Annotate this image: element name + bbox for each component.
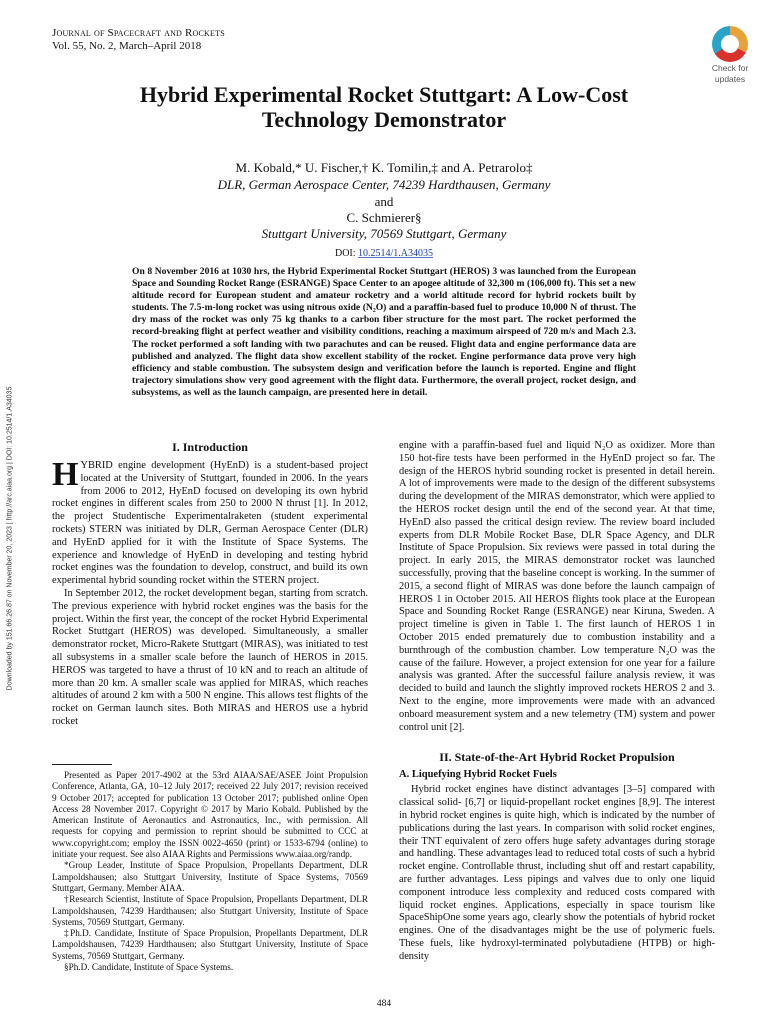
paper-title [90,82,678,132]
doi-line [90,246,678,262]
badge-line1: Check for [711,63,749,73]
intro-paragraph-2: In September 2012, the rocket development began, starting from scratch. The previous experience with hybrid rocket engines was the basis for the project. Within the first year, the concept of the rocket Hybrid Experimental Rocket Stuttgart (HEROS) was developed. Simultaneously, a smaller demonstrator rocket, Micro-Rakete Stuttgart (MIRAS), was initiated to test all subsystems in a smaller scale before the launch of HEROS in 2015. HEROS was targeted to have a thrust of 10 kN and to reach an altitude of more than 20 km. A smaller scale was applied for MIRAS, which reaches altitudes of around 2 km with a 500 N engine. This allows test flights of the rocket on German launch sites. Both MIRAS and HEROS use a hybrid rocket [52,587,368,727]
intro-paragraph-1: YBRID engine development (HyEnD) is a student-based project located at the University of Stuttgart, founded in 2006. In the years from 2006 to 2012, HyEnD focused on developing its own hybrid rocket engines in different scales from 250 to 2000 N thrust [1]. In 2012, the project Studentische Experimentalraketen (student experimental rockets) STERN was initiated by DLR, German Aerospace Center (DLR) and HyEnD applied for it with the Institute of Space Systems. The experience and knowledge of HyEnD in developing and testing hybrid rocket engines was the foundation to develop, construct, and build its own experimental hybrid sounding rocket within the STERN project. [52,460,368,587]
footnote-fischer: †Research Scientist, Institute of Space Propulsion, Propellants Department, DLR Lampoldshausen, 74239 Hardthausen; also Stuttgart University, Institute of Space Systems, 70569 Stuttgart, Germany. [52,894,368,927]
right-paragraph-2: Hybrid rocket engines have distinct advantages [3–5] compared with classical solid- [6,7] or liquid-propellant rocket engines [8,9]. The interest in hybrid rocket engines is quite high, which is indicated by the number of publications during the last years. In comparison with solid rocket engines, their TNT equivalent of zero offers huge safety advantages during storage and handling. These advantages lead to reduced total costs of such a hybrid rocket engine. Controllable thrust, including shut off and restart capability, are further advantages. Less pipings and valves due to only one liquid component introduce less complexity and reduced costs compared with liquid rocket engines. Applications, especially in space tourism like SpaceShipOne some years ago, clearly show the potentials of hybrid rocket engines. One of the disadvantages might be the use of polymeric fuels. These fuels, like hydroxyl-terminated polybutadiene (HTPB) or high-density [399,784,715,962]
subsection-heading-liquefying-fuels: A. Liquefying Hybrid Rocket Fuels [399,769,557,781]
affiliation-stuttgart [90,226,678,242]
section-heading-state-of-the-art: II. State-of-the-Art Hybrid Rocket Propulsion [439,750,675,765]
and-text: and [374,194,394,209]
footnote-schmierer: §Ph.D. Candidate, Institute of Space Systems. [64,962,234,973]
title-line-1: Hybrid Experimental Rocket Stuttgart: A Low-Cost [139,82,629,107]
journal-header [52,27,225,53]
abstract: On 8 November 2016 at 1030 hrs, the Hybrid Experimental Rocket Stuttgart (HEROS) 3 was launched from the European Space and Sounding Rocket Range (ESRANGE) Space Center to an apogee altitude of 32,300 m (106,000 ft). This set a new altitude record for European student and amateur rocketry and a world altitude record for hybrid rockets built by students. The 7.5-m-long rocket was using nitrous oxide (N₂O) and a paraffin-based fuel to produce 10,000 N of thrust. The dry mass of the rocket was only 75 kg thanks to a carbon fiber structure for the most part. The rocket performed the record-breaking flight at perfect weather and visibility conditions, reaching a maximum airspeed of 720 m/s and Mach 2.3. The rocket performed a soft landing with two parachutes and can be reused. Flight data and engine performance data are published and analyzed. The flight data show excellent stability of the rocket. Engine performance data prove very high efficiency and stable combustion. The subsystem design and verification before the launch is reported. Engine and flight trajectory simulations show very good agreement with the flight data. Furthermore, the overall project, rocket design, and subsystems, as well as the launch campaign, are presented here in detail. [132,266,636,398]
author-schmierer: C. Schmierer§ [346,210,422,225]
title-line-2: Technology Demonstrator [261,107,507,132]
affiliation-dlr [90,177,678,193]
footnote-publication: Presented as Paper 2017-4902 at the 53rd AIAA/SAE/ASEE Joint Propulsion Conference, Atlanta, GA, 10–12 July 2017; received 22 July 2017; revision received 9 October 2017; accepted for publication 13 October 2017; published online Open Access 28 November 2017. Copyright © 2017 by Mario Kobald. Published by the American Institute of Aeronautics and Astronautics, Inc., with permission. All requests for copying and permission to reprint should be submitted to CCC at www.copyright.com; employ the ISSN 0022-4650 (print) or 1533-6794 (online) to initiate your request. See also AIAA Rights and Permissions www.aiaa.org/randp. [52,770,368,860]
download-notice: Downloaded by 151.66.26.87 on November 20, 2023 | http://arc.aiaa.org | DOI: 10.2514/1.A34035 [6,386,14,691]
right-column [399,440,715,963]
doi-link[interactable]: 10.2514/1.A34035 [358,248,434,259]
section-heading-introduction: I. Introduction [172,440,248,454]
page-number: 484 [376,999,392,1009]
footnote-tomilin: ‡Ph.D. Candidate, Institute of Space Propulsion, Propellants Department, DLR Lampoldshausen, 74239 Hardthausen; also Stuttgart University, Institute of Space Systems, 70569 Stuttgart, Germany. [52,928,368,961]
affiliation-dlr-text: DLR, German Aerospace Center, 74239 Hardthausen, Germany [217,177,551,192]
drop-cap: H [52,456,79,493]
footnote-kobald: *Group Leader, Institute of Space Propulsion, Propellants Department, DLR Lampoldshausen; also Stuttgart University, Institute of Space Systems, 70569 Stuttgart, Germany. Member AIAA. [52,860,368,893]
check-for-updates-badge[interactable] [700,26,760,84]
footnotes [52,770,368,973]
journal-name: Journal of Spacecraft and Rockets [52,27,225,39]
affiliation-stuttgart-text: Stuttgart University, 70569 Stuttgart, Germany [261,226,507,241]
doi-label: DOI: [334,248,359,259]
right-paragraph-1: engine with a paraffin-based fuel and liquid N₂O as oxidizer. More than 150 hot-fire tests have been performed in the HyEnD project so far. The design of the HEROS hybrid sounding rocket is presented in detail herein. A lot of improvements were made to the design of the different subsystems during the development of the MIRAS demonstrator, which were applied to the HEROS rocket design until the end of the second year. At that time, HyEnD also passed the critical design review. The review board included experts from DLR Mobile Rocket Base, DLR Space Agency, and DLR Institute of Space Propulsion. Six reviews were passed in total during the project. In early 2015, the MIRAS demonstrator rocket was launched successfully, proving that the baseline concept is working. In the summer of 2015, a second flight of MIRAS was done before the launch campaign of HEROS 1 in October 2015. All HEROS flights took place at the European Space and Sounding Rocket Range (ESRANGE) near Kiruna, Sweden. A project timeline is given in Table 1. The first launch of HEROS 1 in October 2015 ended prematurely due to combustion instability and a burnthrough of the combustion chamber. Low temperature N₂O was the cause of the failure. However, a project extension for one year for a failure analysis was granted. After the successful failure analysis review, it was decided to build and launch the slightly improved rockets HEROS 2 and 3. Next to the engine, more improvements were made with an advanced onboard measurement system and a new telemetry (TM) system and power control unit [2]. [399,440,715,733]
crossmark-icon [712,26,748,62]
left-column [52,440,368,729]
author-list: M. Kobald,* U. Fischer,† K. Tomilin,‡ and A. Petrarolo‡ [235,160,533,175]
badge-line2: updates [714,74,746,84]
footnote-rule [52,764,112,765]
journal-issue: Vol. 55, No. 2, March–April 2018 [52,40,202,52]
